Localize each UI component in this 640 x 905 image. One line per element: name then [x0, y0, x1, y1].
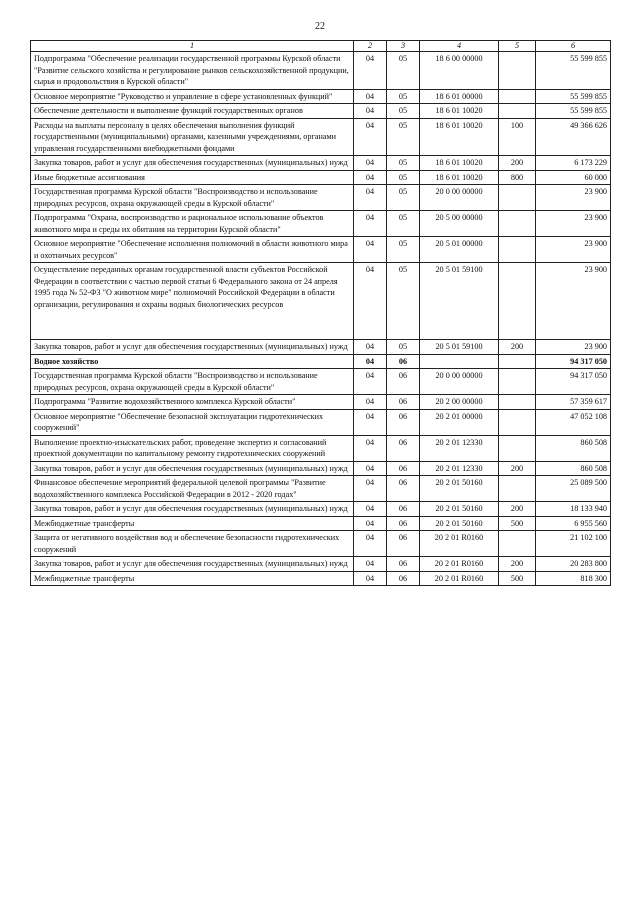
column-header: 6 [536, 41, 611, 52]
amount-cell: 23 900 [536, 263, 611, 340]
row-name-cell: Основное мероприятие "Руководство и управление в сфере установленных функций" [31, 89, 354, 104]
section-code-cell: 04 [354, 118, 387, 156]
expense-type-cell [499, 476, 536, 502]
amount-cell: 23 900 [536, 237, 611, 263]
subsection-code-cell: 06 [387, 502, 420, 517]
table-row [31, 185, 611, 211]
subsection-code-cell: 06 [387, 395, 420, 410]
section-code-cell: 04 [354, 170, 387, 185]
row-name-cell: Защита от негативного воздействия вод и обеспечение безопасности гидротехнических сооружений [31, 531, 354, 557]
table-row [31, 476, 611, 502]
subsection-code-cell: 06 [387, 409, 420, 435]
subsection-code-cell: 06 [387, 354, 420, 369]
subsection-code-cell: 05 [387, 185, 420, 211]
expense-type-cell [499, 354, 536, 369]
amount-cell: 47 052 108 [536, 409, 611, 435]
row-name-cell: Расходы на выплаты персоналу в целях обеспечения выполнения функций государственными (муниципальными) органами, казенными учреждениями, органами управления государственными внебюджетными фондами [31, 118, 354, 156]
amount-cell: 49 366 626 [536, 118, 611, 156]
amount-cell: 57 359 617 [536, 395, 611, 410]
section-code-cell: 04 [354, 461, 387, 476]
expense-type-cell [499, 409, 536, 435]
target-article-cell: 20 5 00 00000 [420, 211, 499, 237]
amount-cell: 25 089 500 [536, 476, 611, 502]
expense-type-cell [499, 52, 536, 90]
expense-type-cell [499, 211, 536, 237]
row-name-cell: Закупка товаров, работ и услуг для обеспечения государственных (муниципальных) нужд [31, 557, 354, 572]
row-name-cell: Межбюджетные трансферты [31, 516, 354, 531]
table-row [31, 118, 611, 156]
amount-cell: 6 173 229 [536, 156, 611, 171]
section-code-cell: 04 [354, 516, 387, 531]
page-number: 22 [315, 21, 325, 32]
section-code-cell: 04 [354, 211, 387, 237]
amount-cell: 860 508 [536, 435, 611, 461]
section-code-cell: 04 [354, 52, 387, 90]
subsection-code-cell: 05 [387, 118, 420, 156]
expense-type-cell: 500 [499, 571, 536, 586]
section-code-cell: 04 [354, 435, 387, 461]
expense-type-cell: 500 [499, 516, 536, 531]
target-article-cell: 20 0 00 00000 [420, 369, 499, 395]
target-article-cell: 20 2 01 R0160 [420, 571, 499, 586]
expense-type-cell [499, 104, 536, 119]
section-code-cell: 04 [354, 369, 387, 395]
section-code-cell: 04 [354, 571, 387, 586]
target-article-cell: 20 0 00 00000 [420, 185, 499, 211]
target-article-cell: 20 5 01 00000 [420, 237, 499, 263]
budget-table [30, 40, 611, 586]
expense-type-cell [499, 369, 536, 395]
target-article-cell [420, 354, 499, 369]
expense-type-cell [499, 185, 536, 211]
expense-type-cell: 800 [499, 170, 536, 185]
amount-cell: 23 900 [536, 340, 611, 355]
table-row [31, 502, 611, 517]
column-header: 5 [499, 41, 536, 52]
subsection-code-cell: 06 [387, 369, 420, 395]
target-article-cell: 18 6 01 10020 [420, 156, 499, 171]
subsection-code-cell: 05 [387, 52, 420, 90]
subsection-code-cell: 05 [387, 211, 420, 237]
table-row [31, 557, 611, 572]
section-code-cell: 04 [354, 354, 387, 369]
subsection-code-cell: 06 [387, 571, 420, 586]
table-row [31, 89, 611, 104]
expense-type-cell [499, 435, 536, 461]
table-row [31, 531, 611, 557]
subsection-code-cell: 05 [387, 340, 420, 355]
row-name-cell: Межбюджетные трансферты [31, 571, 354, 586]
expense-type-cell [499, 89, 536, 104]
row-name-cell: Закупка товаров, работ и услуг для обеспечения государственных (муниципальных) нужд [31, 502, 354, 517]
column-header: 3 [387, 41, 420, 52]
amount-cell: 20 283 800 [536, 557, 611, 572]
section-code-cell: 04 [354, 502, 387, 517]
table-row [31, 461, 611, 476]
subsection-code-cell: 06 [387, 435, 420, 461]
subsection-code-cell: 05 [387, 89, 420, 104]
table-row [31, 409, 611, 435]
target-article-cell: 20 2 01 12330 [420, 461, 499, 476]
table-row [31, 571, 611, 586]
target-article-cell: 20 2 01 50160 [420, 516, 499, 531]
row-name-cell: Выполнение проектно-изыскательских работ, проведение экспертиз и согласований проектной документации по капитальному ремонту гидротехнических сооружений [31, 435, 354, 461]
target-article-cell: 20 5 01 59100 [420, 263, 499, 340]
section-code-cell: 04 [354, 557, 387, 572]
amount-cell: 6 955 560 [536, 516, 611, 531]
section-code-cell: 04 [354, 104, 387, 119]
row-name-cell: Финансовое обеспечение мероприятий федеральной целевой программы "Развитие водохозяйственного комплекса Российской Федерации в 2012 - 2020 годах" [31, 476, 354, 502]
target-article-cell: 20 2 01 50160 [420, 502, 499, 517]
amount-cell: 55 599 855 [536, 52, 611, 90]
row-name-cell: Подпрограмма "Обеспечение реализации государственной программы Курской области "Развитие сельского хозяйства и регулирование рынков сельскохозяйственной продукции, сырья и продовольствия в Курской области" [31, 52, 354, 90]
row-name-cell: Закупка товаров, работ и услуг для обеспечения государственных (муниципальных) нужд [31, 461, 354, 476]
subsection-code-cell: 06 [387, 531, 420, 557]
subsection-code-cell: 06 [387, 557, 420, 572]
expense-type-cell: 100 [499, 118, 536, 156]
table-row [31, 104, 611, 119]
amount-cell: 23 900 [536, 185, 611, 211]
expense-type-cell: 200 [499, 461, 536, 476]
target-article-cell: 20 2 00 00000 [420, 395, 499, 410]
subsection-code-cell: 05 [387, 156, 420, 171]
amount-cell: 21 102 100 [536, 531, 611, 557]
expense-type-cell: 200 [499, 340, 536, 355]
row-name-cell: Закупка товаров, работ и услуг для обеспечения государственных (муниципальных) нужд [31, 156, 354, 171]
table-row [31, 516, 611, 531]
table-row [31, 170, 611, 185]
table-row [31, 156, 611, 171]
target-article-cell: 20 2 01 R0160 [420, 557, 499, 572]
target-article-cell: 18 6 00 00000 [420, 52, 499, 90]
row-name-cell: Государственная программа Курской области "Воспроизводство и использование природных ресурсов, охрана окружающей среды в Курской области" [31, 369, 354, 395]
amount-cell: 55 599 855 [536, 89, 611, 104]
section-code-cell: 04 [354, 237, 387, 263]
subsection-code-cell: 06 [387, 476, 420, 502]
row-name-cell: Обеспечение деятельности и выполнение функций государственных органов [31, 104, 354, 119]
row-name-cell: Основное мероприятие "Обеспечение безопасной эксплуатации гидротехнических сооружений" [31, 409, 354, 435]
row-name-cell: Иные бюджетные ассигнования [31, 170, 354, 185]
table-row [31, 263, 611, 340]
expense-type-cell [499, 531, 536, 557]
table-row [31, 395, 611, 410]
row-name-cell: Закупка товаров, работ и услуг для обеспечения государственных (муниципальных) нужд [31, 340, 354, 355]
row-name-cell: Водное хозяйство [31, 354, 354, 369]
target-article-cell: 18 6 01 10020 [420, 170, 499, 185]
table-row [31, 435, 611, 461]
row-name-cell: Подпрограмма "Развитие водохозяйственного комплекса Курской области" [31, 395, 354, 410]
table-row [31, 237, 611, 263]
row-name-cell: Осуществление переданных органам государственной власти субъектов Российской Федерации в соответствии с частью первой статьи 6 Федерального закона от 24 апреля 1995 года № 52-ФЗ "О животном мире" полномочий Российской Федерации в области организации, регулирования и охраны водных биологических ресурсов [31, 263, 354, 340]
section-code-cell: 04 [354, 185, 387, 211]
row-name-cell: Основное мероприятие "Обеспечение исполнения полномочий в области животного мира и охотничьих ресурсов" [31, 237, 354, 263]
amount-cell: 18 133 940 [536, 502, 611, 517]
column-header: 4 [420, 41, 499, 52]
column-header: 2 [354, 41, 387, 52]
target-article-cell: 20 5 01 59100 [420, 340, 499, 355]
table-row [31, 354, 611, 369]
subsection-code-cell: 06 [387, 516, 420, 531]
expense-type-cell [499, 237, 536, 263]
subsection-code-cell: 06 [387, 461, 420, 476]
section-code-cell: 04 [354, 156, 387, 171]
amount-cell: 55 599 855 [536, 104, 611, 119]
target-article-cell: 20 2 01 R0160 [420, 531, 499, 557]
section-code-cell: 04 [354, 340, 387, 355]
row-name-cell: Государственная программа Курской области "Воспроизводство и использование природных ресурсов, охрана окружающей среды в Курской области" [31, 185, 354, 211]
target-article-cell: 20 2 01 00000 [420, 409, 499, 435]
section-code-cell: 04 [354, 476, 387, 502]
amount-cell: 94 317 050 [536, 354, 611, 369]
row-name-cell: Подпрограмма "Охрана, воспроизводство и рациональное использование объектов животного мира и среды их обитания на территории Курской области" [31, 211, 354, 237]
column-header: 1 [31, 41, 354, 52]
amount-cell: 23 900 [536, 211, 611, 237]
section-code-cell: 04 [354, 89, 387, 104]
target-article-cell: 18 6 01 10020 [420, 118, 499, 156]
amount-cell: 860 508 [536, 461, 611, 476]
table-row [31, 52, 611, 90]
table-row [31, 211, 611, 237]
subsection-code-cell: 05 [387, 263, 420, 340]
table-row [31, 369, 611, 395]
table-row [31, 340, 611, 355]
target-article-cell: 18 6 01 10020 [420, 104, 499, 119]
target-article-cell: 20 2 01 12330 [420, 435, 499, 461]
target-article-cell: 18 6 01 00000 [420, 89, 499, 104]
amount-cell: 94 317 050 [536, 369, 611, 395]
section-code-cell: 04 [354, 409, 387, 435]
expense-type-cell [499, 395, 536, 410]
amount-cell: 818 300 [536, 571, 611, 586]
subsection-code-cell: 05 [387, 170, 420, 185]
subsection-code-cell: 05 [387, 237, 420, 263]
expense-type-cell: 200 [499, 502, 536, 517]
section-code-cell: 04 [354, 395, 387, 410]
table-header-row [31, 41, 611, 52]
subsection-code-cell: 05 [387, 104, 420, 119]
expense-type-cell: 200 [499, 156, 536, 171]
expense-type-cell [499, 263, 536, 340]
expense-type-cell: 200 [499, 557, 536, 572]
amount-cell: 60 000 [536, 170, 611, 185]
section-code-cell: 04 [354, 531, 387, 557]
section-code-cell: 04 [354, 263, 387, 340]
target-article-cell: 20 2 01 50160 [420, 476, 499, 502]
